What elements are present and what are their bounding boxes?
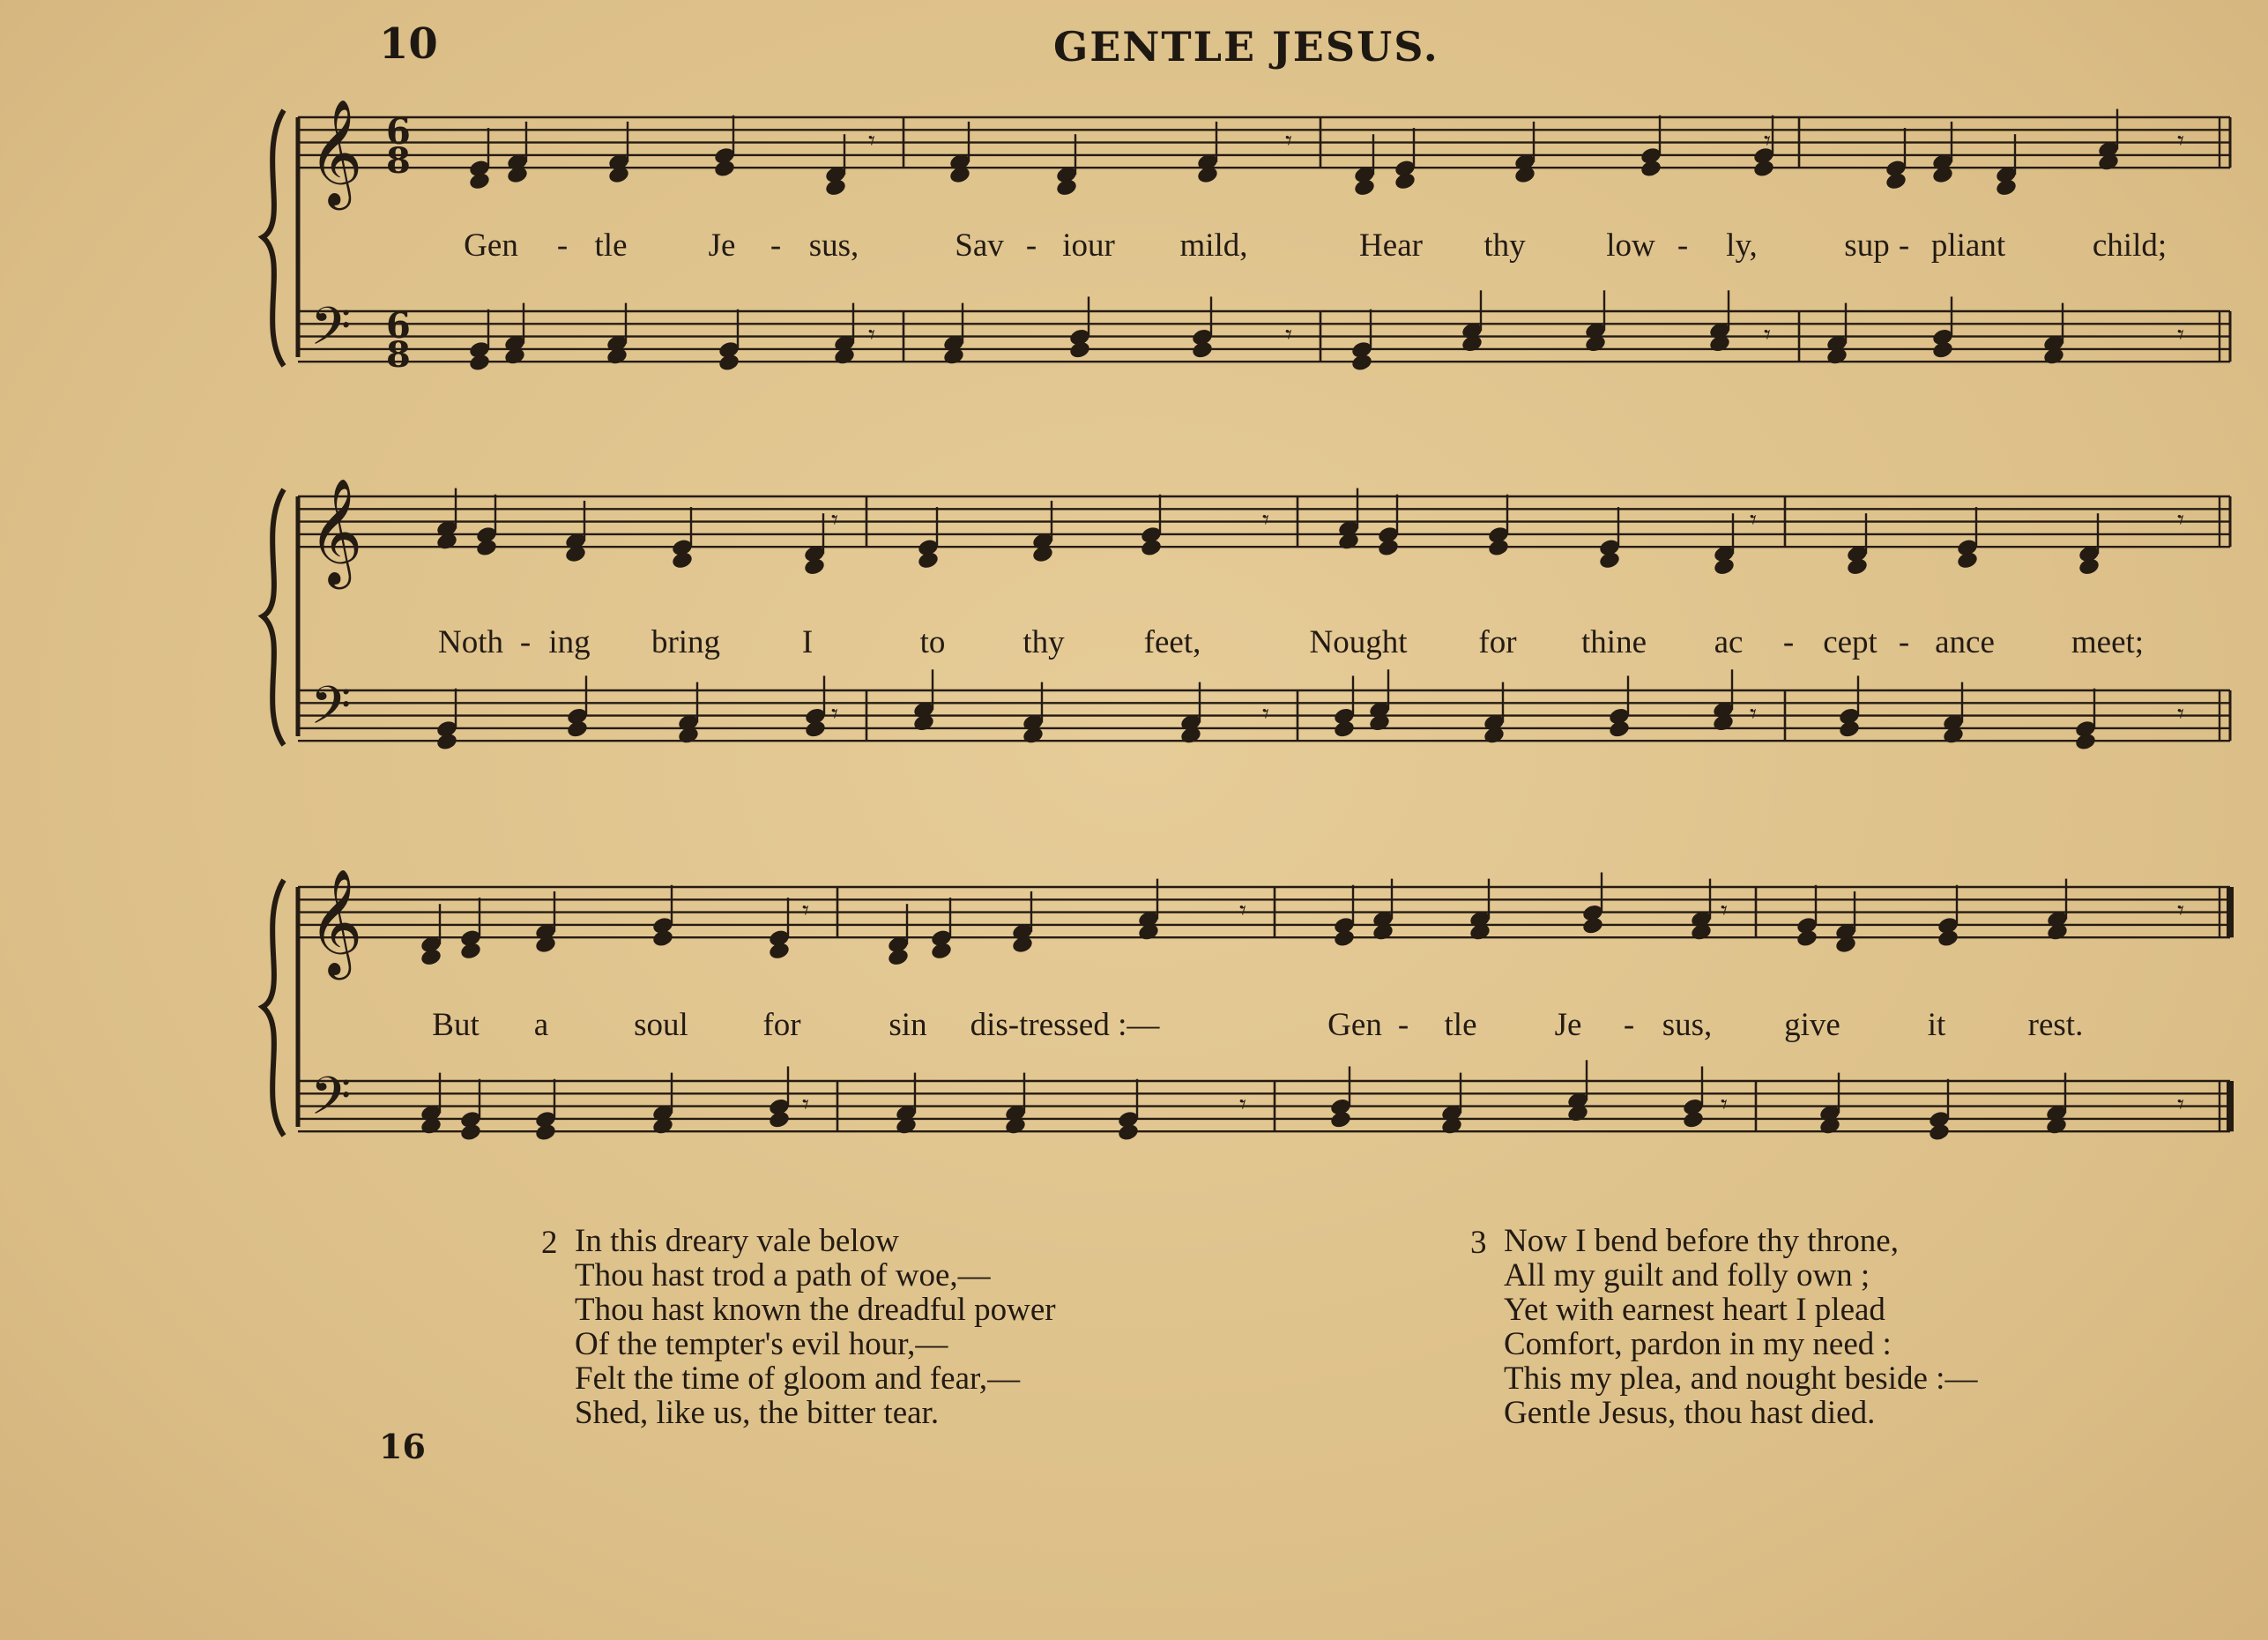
- brace: [263, 489, 284, 745]
- bass-notehead: [1931, 339, 1954, 360]
- eighth-rest-icon: 𝄾: [1721, 1089, 1728, 1121]
- eighth-rest-icon: 𝄾: [1721, 895, 1728, 927]
- eighth-rest-icon: 𝄾: [868, 319, 875, 351]
- bass-notehead: [566, 719, 589, 739]
- lyric-syllable: soul: [634, 1007, 688, 1043]
- lyric-syllable: Sav: [955, 227, 1004, 264]
- verse-line: Yet with earnest heart I plead: [1504, 1292, 1885, 1328]
- treble-notehead: [930, 941, 953, 961]
- bass-notehead: [534, 1122, 557, 1143]
- treble-notehead: [803, 556, 826, 577]
- treble-notehead: [1885, 171, 1907, 191]
- lyric-syllable: tle: [1444, 1007, 1477, 1043]
- treble-notehead: [651, 928, 674, 949]
- lyric-syllable: Gen: [464, 227, 518, 264]
- verse-number: 3: [1470, 1225, 1487, 1261]
- lyric-syllable: Je: [1554, 1007, 1582, 1043]
- lyric-syllable: it: [1927, 1007, 1946, 1043]
- treble-clef-icon: 𝄞: [309, 868, 363, 976]
- treble-notehead: [475, 538, 498, 558]
- lyric-syllable: iour: [1062, 227, 1115, 264]
- treble-notehead: [1377, 538, 1400, 558]
- treble-notehead: [420, 947, 442, 967]
- verse-number: 2: [541, 1225, 558, 1261]
- lyric-syllable: sin: [889, 1007, 927, 1043]
- time-signature-bottom: 8: [386, 334, 411, 376]
- lyric-syllable: Je: [708, 227, 736, 264]
- music-system-3: [264, 862, 2239, 1197]
- treble-notehead: [887, 947, 910, 967]
- lyric-syllable: -: [1898, 227, 1910, 264]
- eighth-rest-icon: 𝄾: [2177, 319, 2184, 351]
- bass-notehead: [804, 719, 827, 739]
- treble-notehead: [1752, 159, 1775, 179]
- verse-line: Of the tempter's evil hour,—: [575, 1326, 948, 1362]
- treble-notehead: [459, 941, 482, 961]
- treble-notehead: [1394, 171, 1417, 191]
- bass-notehead: [1333, 719, 1356, 739]
- hymn-title: GENTLE JESUS.: [1053, 23, 1439, 71]
- lyric-syllable: low: [1606, 227, 1655, 264]
- eighth-rest-icon: 𝄾: [868, 125, 875, 157]
- eighth-rest-icon: 𝄾: [1764, 125, 1771, 157]
- verse-line: In this dreary vale below: [575, 1223, 899, 1259]
- lyric-syllable: rest.: [2027, 1007, 2084, 1043]
- eighth-rest-icon: 𝄾: [831, 698, 838, 730]
- treble-notehead: [768, 941, 791, 961]
- lyric-syllable: But: [432, 1007, 480, 1043]
- lyric-syllable: ac: [1714, 624, 1744, 660]
- verse-line: Shed, like us, the bitter tear.: [575, 1395, 940, 1431]
- page-number: 10: [379, 19, 438, 69]
- lyric-syllable: sus,: [808, 227, 859, 264]
- verse-line: Felt the time of gloom and fear,—: [575, 1360, 1021, 1397]
- brace: [263, 110, 284, 366]
- treble-notehead: [1995, 177, 2018, 198]
- footer-number: 16: [379, 1427, 426, 1466]
- eighth-rest-icon: 𝄾: [831, 504, 838, 536]
- bass-notehead: [1117, 1122, 1140, 1143]
- eighth-rest-icon: 𝄾: [2177, 698, 2184, 730]
- treble-notehead: [1713, 556, 1736, 577]
- lyric-syllable: ance: [1935, 624, 1995, 660]
- lyric-syllable: tle: [594, 227, 628, 264]
- lyric-syllable: child;: [2092, 227, 2168, 264]
- eighth-rest-icon: 𝄾: [2177, 125, 2184, 157]
- verse-line: This my plea, and nought beside :—: [1504, 1360, 1978, 1397]
- treble-notehead: [917, 550, 940, 570]
- lyric-syllable: ly,: [1726, 227, 1758, 264]
- bass-notehead: [768, 1109, 791, 1129]
- treble-notehead: [1956, 550, 1979, 570]
- eighth-rest-icon: 𝄾: [1262, 504, 1269, 536]
- verse-line: Thou hast known the dreadful power: [575, 1292, 1056, 1328]
- verse-3: [1504, 1224, 1977, 1430]
- time-signature-top: 6: [386, 305, 411, 347]
- treble-notehead: [1353, 177, 1376, 198]
- bass-notehead: [1682, 1109, 1705, 1129]
- time-signature-bottom: 8: [386, 140, 411, 183]
- lyric-syllable: -: [770, 227, 782, 264]
- lyric-syllable: Hear: [1359, 227, 1423, 264]
- treble-notehead: [1055, 177, 1078, 198]
- bass-notehead: [1191, 339, 1214, 360]
- brace: [263, 880, 284, 1136]
- lyric-syllable: -: [519, 624, 532, 660]
- eighth-rest-icon: 𝄾: [1285, 319, 1292, 351]
- treble-notehead: [1846, 556, 1869, 577]
- treble-notehead: [1796, 928, 1818, 949]
- bass-notehead: [1350, 353, 1373, 373]
- bass-notehead: [2074, 732, 2097, 752]
- lyric-syllable: meet;: [2071, 624, 2145, 660]
- bass-notehead: [468, 353, 491, 373]
- treble-notehead: [824, 177, 847, 198]
- music-system-1: [264, 93, 2239, 428]
- lyric-syllable: -: [1397, 1007, 1409, 1043]
- eighth-rest-icon: 𝄾: [1764, 319, 1771, 351]
- treble-notehead: [2078, 556, 2101, 577]
- lyric-syllable: to: [919, 624, 946, 660]
- bass-notehead: [1329, 1109, 1352, 1129]
- lyric-syllable: bring: [651, 624, 721, 660]
- lyric-syllable: I: [801, 624, 814, 660]
- lyric-syllable: thy: [1022, 624, 1065, 660]
- treble-notehead: [1333, 928, 1356, 949]
- lyric-syllable: -: [556, 227, 569, 264]
- verse-line: Comfort, pardon in my need :: [1504, 1326, 1892, 1362]
- music-system-2: [264, 472, 2239, 807]
- treble-notehead: [671, 550, 694, 570]
- eighth-rest-icon: 𝄾: [2177, 895, 2184, 927]
- verse-line: Thou hast trod a path of woe,—: [575, 1257, 991, 1293]
- treble-notehead: [713, 159, 736, 179]
- eighth-rest-icon: 𝄾: [802, 895, 809, 927]
- lyric-syllable: ing: [548, 624, 591, 660]
- lyric-syllable: cept: [1823, 624, 1878, 660]
- eighth-rest-icon: 𝄾: [1750, 504, 1757, 536]
- eighth-rest-icon: 𝄾: [2177, 504, 2184, 536]
- lyric-syllable: Noth: [438, 624, 503, 660]
- lyric-syllable: dis-tressed :—: [970, 1007, 1160, 1043]
- bass-clef-icon: 𝄢: [310, 1065, 352, 1140]
- bass-notehead: [718, 353, 740, 373]
- bass-notehead: [1068, 339, 1091, 360]
- treble-notehead: [1937, 928, 1959, 949]
- lyric-syllable: sus,: [1662, 1007, 1713, 1043]
- lyric-syllable: feet,: [1143, 624, 1201, 660]
- lyric-syllable: pliant: [1930, 227, 2006, 264]
- bass-notehead: [1838, 719, 1861, 739]
- eighth-rest-icon: 𝄾: [1239, 1089, 1246, 1121]
- lyric-syllable: mild,: [1179, 227, 1248, 264]
- bass-clef-icon: 𝄢: [310, 295, 352, 370]
- lyric-syllable: give: [1784, 1007, 1840, 1043]
- bass-clef-icon: 𝄢: [310, 675, 352, 749]
- eighth-rest-icon: 𝄾: [1750, 698, 1757, 730]
- lyric-syllable: sup: [1844, 227, 1890, 264]
- lyric-syllable: Gen: [1327, 1007, 1382, 1043]
- lyric-syllable: thine: [1581, 624, 1647, 660]
- treble-notehead: [1640, 159, 1662, 179]
- lyric-syllable: for: [762, 1007, 801, 1043]
- verse-line: Now I bend before thy throne,: [1504, 1223, 1899, 1259]
- verse-2: [575, 1224, 1056, 1430]
- eighth-rest-icon: 𝄾: [1262, 698, 1269, 730]
- lyric-syllable: -: [1898, 624, 1910, 660]
- lyric-syllable: -: [1025, 227, 1037, 264]
- treble-notehead: [1487, 538, 1510, 558]
- bass-notehead: [1608, 719, 1631, 739]
- lyric-syllable: Nought: [1309, 624, 1408, 660]
- bass-notehead: [459, 1122, 482, 1143]
- treble-notehead: [468, 171, 491, 191]
- eighth-rest-icon: 𝄾: [1239, 895, 1246, 927]
- time-signature-top: 6: [386, 111, 411, 153]
- lyric-syllable: -: [1623, 1007, 1635, 1043]
- eighth-rest-icon: 𝄾: [2177, 1089, 2184, 1121]
- treble-clef-icon: 𝄞: [309, 477, 363, 585]
- eighth-rest-icon: 𝄾: [1285, 125, 1292, 157]
- lyric-syllable: -: [1677, 227, 1689, 264]
- bass-notehead: [1928, 1122, 1951, 1143]
- verse-line: Gentle Jesus, thou hast died.: [1504, 1395, 1876, 1431]
- treble-clef-icon: 𝄞: [309, 98, 363, 206]
- bass-notehead: [435, 732, 458, 752]
- lyric-syllable: -: [1782, 624, 1795, 660]
- lyric-syllable: a: [533, 1007, 549, 1043]
- lyric-syllable: for: [1478, 624, 1517, 660]
- verse-line: All my guilt and folly own ;: [1504, 1257, 1870, 1293]
- treble-notehead: [1598, 550, 1621, 570]
- treble-notehead: [1140, 538, 1163, 558]
- eighth-rest-icon: 𝄾: [802, 1089, 809, 1121]
- treble-notehead: [1581, 915, 1604, 936]
- lyric-syllable: thy: [1483, 227, 1526, 264]
